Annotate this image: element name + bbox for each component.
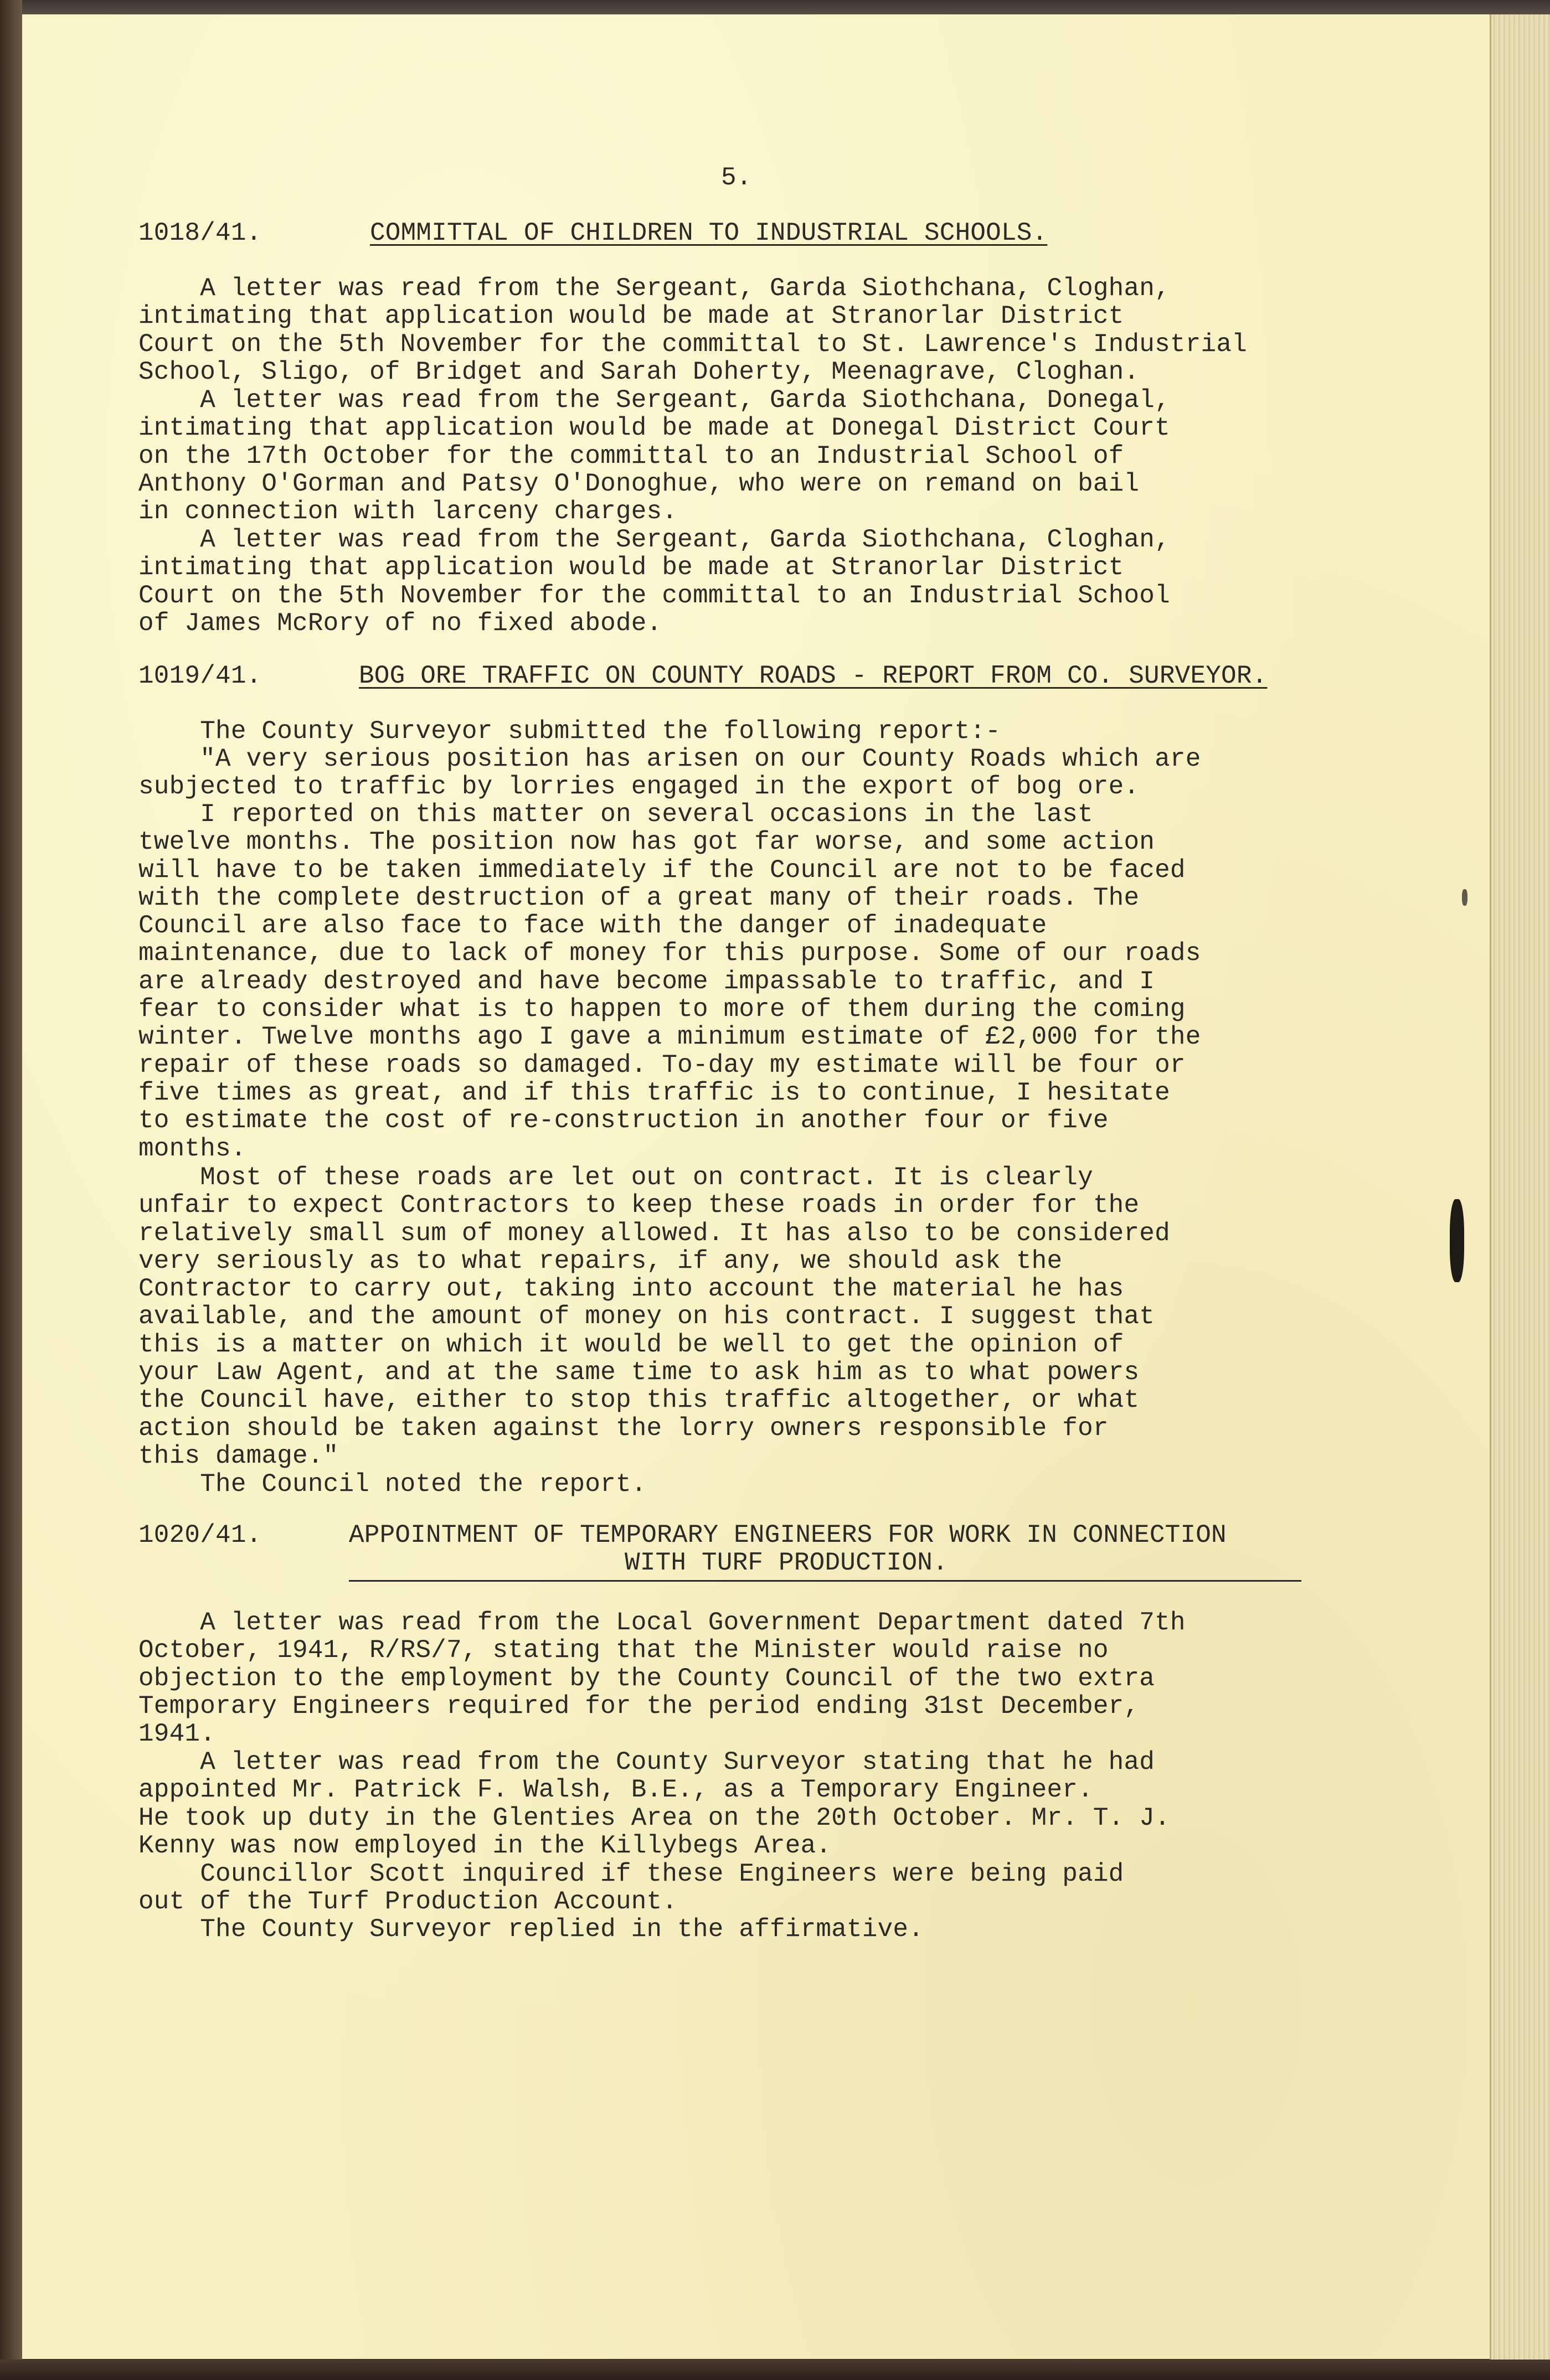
paragraph-1019-report-contracts: Most of these roads are let out on contract. It is clearly unfair to expect Contractors to keep these roads in order for the relatively small sum of money allowed. It has also to be considered very seriously as to what repairs, if any, we should ask the Contractor to carry out, taking into account the material he has available, and the amount of money on his contract. I suggest that this is a matter on which it would be well to get the opinion of your Law Agent, and at the same time to ask him as to what powers the Council have, either to stop this traffic altogether, or what action should be taken against the lorry owners responsible for this damage." <box>138 1163 1170 1470</box>
page-number: 5. <box>721 163 752 192</box>
heading-temporary-engineers-line-2: WITH TURF PRODUCTION. <box>625 1548 948 1577</box>
paragraph-1019-council-noted: The Council noted the report. <box>138 1470 647 1499</box>
ink-speck <box>1462 889 1467 906</box>
ink-mark <box>1450 1199 1464 1282</box>
heading-temporary-engineers-line-1: APPOINTMENT OF TEMPORARY ENGINEERS FOR WORK IN CONNECTION <box>349 1521 1227 1550</box>
paragraph-1020-surveyor-reply: The County Surveyor replied in the affirmative. <box>138 1915 924 1944</box>
paragraph-1019-report-opening: "A very serious position has arisen on our County Roads which are subjected to traffic by lorries engaged in the export of bog ore. <box>138 745 1201 802</box>
paragraph-1018-cloghan-letter: A letter was read from the Sergeant, Garda Siothchana, Cloghan, intimating that application would be made at Stranorlar District Court on the 5th November for the committal to St. Lawrence's Industrial School, Sligo, of Bridget and Sarah Doherty, Meenagrave, Cloghan. <box>138 274 1247 386</box>
heading-committal-of-children: COMMITTAL OF CHILDREN TO INDUSTRIAL SCHOOLS. <box>370 219 1048 247</box>
paragraph-1020-surveyor-letter: A letter was read from the County Surveyor stating that he had appointed Mr. Patrick F. Walsh, B.E., as a Temporary Engineer. He took up duty in the Glenties Area on the 20th October. Mr. T. J. Kenny was now employed in the Killybegs Area. <box>138 1748 1170 1860</box>
page-stack-edge <box>1490 14 1550 2367</box>
paragraph-1020-councillor-inquiry: Councillor Scott inquired if these Engineers were being paid out of the Turf Production Account. <box>138 1860 1124 1917</box>
minute-ref-1019: 1019/41. <box>138 662 262 690</box>
paragraph-1019-report-roads: I reported on this matter on several occasions in the last twelve months. The position now has got far worse, and some action will have to be taken immediately if the Council are not to be faced with the complete destruction of a great many of their roads. The Council are also face to face with the danger of inadequate maintenance, due to lack of money for this purpose. Some of our roads are already destroyed and have become impassable to traffic, and I fear to consider what is to happen to more of them during the coming winter. Twelve months ago I gave a minimum estimate of £2,000 for the repair of these roads so damaged. To-day my estimate will be four or five times as great, and if this traffic is to continue, I hesitate to estimate the cost of re-construction in another four or five months. <box>138 800 1201 1163</box>
minute-book-page <box>22 14 1490 2359</box>
minute-ref-1020: 1020/41. <box>138 1521 262 1550</box>
minute-ref-1018: 1018/41. <box>138 219 262 247</box>
paragraph-1019-intro: The County Surveyor submitted the following report:- <box>138 717 1001 746</box>
paragraph-1020-department-letter: A letter was read from the Local Government Department dated 7th October, 1941, R/RS/7, stating that the Minister would raise no objection to the employment by the County Council of the two extra Temporary Engineers required for the period ending 31st December, 1941. <box>138 1608 1186 1749</box>
binding-edge <box>0 0 22 2380</box>
paragraph-1018-donegal-letter: A letter was read from the Sergeant, Garda Siothchana, Donegal, intimating that application would be made at Donegal District Court on the 17th October for the committal to an Industrial School of Anthony O'Gorman and Patsy O'Donoghue, who were on remand on bail in connection with larceny charges. <box>138 386 1170 526</box>
heading-underline <box>349 1580 1301 1582</box>
heading-bog-ore-traffic: BOG ORE TRAFFIC ON COUNTY ROADS - REPORT FROM CO. SURVEYOR. <box>359 662 1268 690</box>
scan-bottom-edge <box>0 2360 1550 2380</box>
paragraph-1018-mcrory-letter: A letter was read from the Sergeant, Garda Siothchana, Cloghan, intimating that application would be made at Stranorlar District Court on the 5th November for the committal to an Industrial School of James McRory of no fixed abode. <box>138 525 1170 638</box>
